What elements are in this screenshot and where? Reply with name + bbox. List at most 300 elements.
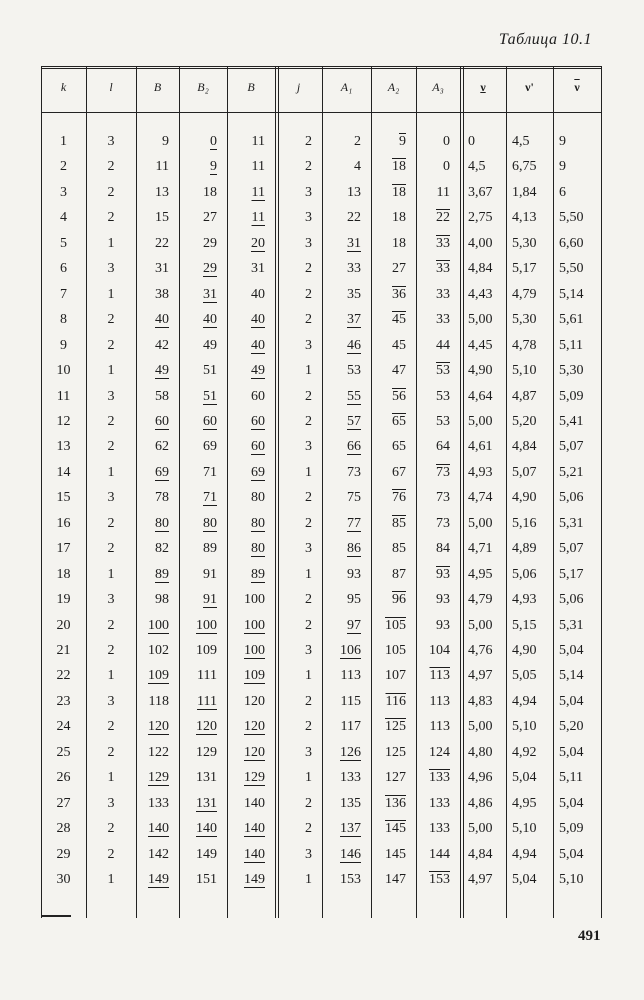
table-cell — [322, 538, 361, 560]
table-cell — [322, 411, 361, 433]
cell-value: 65 — [392, 413, 406, 429]
cell-value: 53 — [436, 413, 450, 429]
cell-value: 100 — [244, 643, 265, 658]
table-cell — [136, 869, 169, 891]
table-cell — [468, 131, 506, 153]
cell-value: 2 — [107, 744, 115, 760]
table-cell — [468, 487, 506, 509]
table-cell — [371, 869, 406, 891]
table-cell — [559, 436, 599, 458]
cell-value: 62 — [155, 439, 169, 455]
table-cell — [468, 793, 506, 815]
cell-value: 4,95 — [468, 566, 493, 582]
cell-value: 100 — [148, 617, 169, 633]
cell-value: 4,93 — [512, 592, 537, 608]
cell-value: 6 — [559, 184, 566, 200]
page-number: 491 — [578, 928, 601, 944]
table-cell — [227, 615, 265, 637]
cell-value: 4,43 — [468, 286, 493, 302]
table-cell — [371, 538, 406, 560]
cell-value: 2 — [305, 490, 312, 506]
cell-value: 12 — [56, 413, 71, 429]
cell-value: 113 — [429, 693, 450, 709]
cell-value: 5,10 — [512, 821, 537, 837]
cell-value: 4,93 — [468, 464, 493, 480]
cell-value: 11 — [436, 184, 450, 200]
table-cell — [416, 182, 450, 204]
column-rule — [506, 66, 507, 918]
cell-value: 145 — [385, 821, 406, 837]
column-header: k — [60, 80, 67, 94]
table-cell — [512, 436, 551, 458]
table-cell — [275, 615, 312, 637]
table-cell — [371, 513, 406, 535]
cell-value: 111 — [197, 668, 217, 684]
table-cell — [275, 360, 312, 382]
cell-value: 4,74 — [468, 490, 493, 506]
cell-value: 5,50 — [559, 261, 584, 277]
table-cell — [275, 487, 312, 509]
cell-value: 2 — [107, 439, 115, 455]
table-cell — [371, 716, 406, 738]
cell-value: 22 — [56, 668, 71, 684]
table-cell — [371, 462, 406, 484]
table-cell — [136, 156, 169, 178]
cell-value: 84 — [436, 541, 450, 557]
table-cell — [227, 335, 265, 357]
table-cell — [179, 156, 217, 178]
cell-value: 5,04 — [559, 643, 584, 658]
table-cell — [322, 207, 361, 229]
cell-value: 9 — [210, 159, 217, 175]
cell-value: 133 — [148, 795, 169, 811]
cell-value: 1,84 — [512, 184, 537, 200]
cell-value: 36 — [392, 286, 406, 302]
table-cell — [322, 793, 361, 815]
cell-value: 5,10 — [559, 872, 584, 888]
table-cell — [136, 513, 169, 535]
cell-value: 1 — [107, 566, 115, 582]
table-cell — [86, 284, 136, 306]
cell-value: 4,87 — [512, 388, 537, 404]
table-cell — [468, 360, 506, 382]
cell-value: 2 — [107, 159, 115, 175]
cell-value: 5,61 — [559, 312, 584, 328]
table-cell — [227, 665, 265, 687]
table-cell — [512, 844, 551, 866]
table-cell — [41, 538, 86, 560]
cell-value: 33 — [436, 261, 450, 277]
cell-value: 37 — [347, 312, 361, 328]
cell-value: 73 — [436, 464, 450, 480]
cell-value: 4,90 — [512, 643, 537, 658]
cell-value: 11 — [251, 159, 265, 175]
table-cell — [322, 131, 361, 153]
cell-value: 40 — [251, 337, 265, 353]
cell-value: 76 — [392, 490, 406, 506]
table-cell — [416, 411, 450, 433]
table-cell — [468, 258, 506, 280]
table-cell — [416, 462, 450, 484]
cell-value: 33 — [436, 235, 450, 251]
table-cell — [559, 411, 599, 433]
cell-value: 4,86 — [468, 795, 493, 811]
cell-value: 77 — [347, 515, 361, 531]
cell-value: 106 — [340, 643, 361, 658]
table-cell — [86, 513, 136, 535]
table-cell — [416, 869, 450, 891]
data-table — [41, 66, 601, 918]
cell-value: 1 — [305, 668, 312, 684]
cell-value: 11 — [155, 159, 169, 175]
table-cell — [512, 513, 551, 535]
cell-value: 153 — [429, 872, 450, 888]
table-cell — [559, 615, 599, 637]
table-cell — [559, 284, 599, 306]
cell-value: 127 — [385, 770, 406, 786]
cell-value: 28 — [56, 821, 71, 837]
cell-value: 15 — [155, 210, 169, 226]
cell-value: 97 — [347, 617, 361, 633]
table-cell — [371, 793, 406, 815]
table-cell — [41, 665, 86, 687]
cell-value: 102 — [148, 643, 169, 658]
cell-value: 78 — [155, 490, 169, 506]
cell-value: 60 — [203, 413, 217, 429]
table-cell — [86, 386, 136, 408]
cell-value: 116 — [385, 693, 406, 709]
table-cell — [136, 640, 169, 662]
table-cell — [416, 716, 450, 738]
cell-value: 133 — [429, 770, 450, 786]
cell-value: 2 — [107, 312, 115, 328]
cell-value: 1 — [107, 872, 115, 888]
table-cell — [468, 538, 506, 560]
table-cell — [179, 258, 217, 280]
table-cell — [227, 309, 265, 331]
table-cell — [322, 716, 361, 738]
table-cell — [179, 691, 217, 713]
table-cell — [559, 640, 599, 662]
cell-value: 49 — [155, 363, 169, 379]
cell-value: 5,04 — [559, 846, 584, 862]
cell-value: 5,00 — [468, 312, 493, 328]
cell-value: 3 — [107, 134, 115, 149]
table-cell — [416, 258, 450, 280]
table-cell — [275, 818, 312, 840]
table-cell — [371, 207, 406, 229]
table-cell — [41, 284, 86, 306]
table-cell — [227, 742, 265, 764]
table-cell — [371, 589, 406, 611]
cell-value: 30 — [56, 872, 71, 888]
table-cell — [416, 691, 450, 713]
table-cell — [371, 487, 406, 509]
cell-value: 115 — [340, 693, 361, 709]
table-cell — [227, 513, 265, 535]
table-cell — [468, 207, 506, 229]
cell-value: 5,07 — [559, 439, 584, 455]
table-cell — [416, 487, 450, 509]
table-cell — [322, 335, 361, 357]
cell-value: 73 — [436, 515, 450, 531]
table-cell — [559, 131, 599, 153]
table-cell — [322, 615, 361, 637]
cell-value: 2 — [107, 643, 115, 658]
table-cell — [416, 335, 450, 357]
cell-value: 149 — [148, 872, 169, 888]
cell-value: 131 — [196, 795, 217, 811]
table-cell — [227, 182, 265, 204]
cell-value: 18 — [203, 184, 217, 200]
table-cell — [416, 436, 450, 458]
table-cell — [468, 233, 506, 255]
table-cell — [136, 131, 169, 153]
table-cell — [227, 691, 265, 713]
table-cell — [559, 258, 599, 280]
cell-value: 5,30 — [559, 363, 584, 379]
table-cell — [416, 284, 450, 306]
table-cell — [512, 386, 551, 408]
cell-value: 53 — [436, 363, 450, 379]
table-cell — [512, 131, 551, 153]
table-cell — [86, 869, 136, 891]
column-header: j — [296, 80, 301, 94]
cell-value: 5,17 — [559, 566, 584, 582]
cell-value: 1 — [60, 134, 67, 149]
table-cell — [275, 869, 312, 891]
table-cell — [416, 564, 450, 586]
table-cell — [468, 615, 506, 637]
table-cell — [512, 335, 551, 357]
cell-value: 71 — [203, 490, 217, 506]
table-cell — [227, 487, 265, 509]
cell-value: 2 — [305, 388, 312, 404]
cell-value: 1 — [107, 235, 115, 251]
cell-value: 100 — [196, 617, 217, 633]
cell-value: 11 — [251, 134, 265, 149]
cell-value: 85 — [392, 515, 406, 531]
table-cell — [322, 182, 361, 204]
cell-value: 6,75 — [512, 159, 537, 175]
cell-value: 3 — [305, 235, 312, 251]
cell-value: 107 — [385, 668, 406, 684]
cell-value: 89 — [155, 566, 169, 582]
table-cell — [416, 156, 450, 178]
table-cell — [136, 233, 169, 255]
cell-value: 4,71 — [468, 541, 493, 557]
table-cell — [416, 513, 450, 535]
table-cell — [136, 258, 169, 280]
table-cell — [136, 844, 169, 866]
cell-value: 5,15 — [512, 617, 537, 633]
cell-value: 4,64 — [468, 388, 493, 404]
cell-value: 4,84 — [468, 261, 493, 277]
cell-value: 3 — [107, 388, 115, 404]
cell-value: 104 — [429, 643, 450, 658]
table-cell — [41, 716, 86, 738]
table-cell — [86, 844, 136, 866]
table-cell — [136, 207, 169, 229]
table-cell — [322, 309, 361, 331]
table-cell — [227, 131, 265, 153]
table-cell — [41, 411, 86, 433]
table-cell — [468, 844, 506, 866]
cell-value: 5,05 — [512, 668, 537, 684]
cell-value: 27 — [203, 210, 217, 226]
cell-value: 69 — [203, 439, 217, 455]
table-cell — [468, 182, 506, 204]
table-cell — [86, 564, 136, 586]
table-cell — [371, 844, 406, 866]
cell-value: 17 — [56, 541, 71, 557]
cell-value: 82 — [155, 541, 169, 557]
cell-value: 4,96 — [468, 770, 493, 786]
cell-value: 9 — [162, 134, 169, 149]
table-cell — [322, 284, 361, 306]
cell-value: 5,31 — [559, 617, 584, 633]
table-cell — [275, 207, 312, 229]
cell-value: 142 — [148, 846, 169, 862]
cell-value: 2 — [305, 312, 312, 328]
cell-value: 4,13 — [512, 210, 537, 226]
cell-value: 5,41 — [559, 413, 584, 429]
table-cell — [371, 640, 406, 662]
table-cell — [86, 360, 136, 382]
table-cell — [227, 156, 265, 178]
cell-value: 149 — [196, 846, 217, 862]
cell-value: 120 — [244, 719, 265, 735]
table-cell — [86, 436, 136, 458]
cell-value: 109 — [148, 668, 169, 684]
cell-value: 1 — [107, 286, 115, 302]
cell-value: 1 — [305, 464, 312, 480]
cell-value: 49 — [203, 337, 217, 353]
cell-value: 25 — [56, 744, 71, 760]
cell-value: 13 — [155, 184, 169, 200]
column-rule — [601, 66, 602, 918]
table-cell — [275, 258, 312, 280]
table-cell — [468, 742, 506, 764]
table-cell — [179, 538, 217, 560]
cell-value: 140 — [148, 821, 169, 837]
table-cell — [416, 360, 450, 382]
table-cell — [275, 564, 312, 586]
cell-value: 1 — [305, 770, 312, 786]
cell-value: 5,21 — [559, 464, 584, 480]
cell-value: 3 — [107, 693, 115, 709]
table-cell — [227, 258, 265, 280]
table-cell — [86, 335, 136, 357]
cell-value: 44 — [436, 337, 450, 353]
table-cell — [468, 818, 506, 840]
cell-value: 133 — [429, 795, 450, 811]
table-cell — [322, 818, 361, 840]
cell-value: 3 — [305, 184, 312, 200]
table-cell — [416, 131, 450, 153]
table-cell — [86, 742, 136, 764]
cell-value: 31 — [251, 261, 265, 277]
table-cell — [416, 615, 450, 637]
table-cell — [371, 411, 406, 433]
table-cell — [179, 818, 217, 840]
cell-value: 4 — [354, 159, 361, 175]
table-cell — [179, 207, 217, 229]
table-cell — [322, 386, 361, 408]
table-cell — [179, 869, 217, 891]
table-cell — [41, 207, 86, 229]
table-cell — [416, 309, 450, 331]
cell-value: 40 — [251, 312, 265, 328]
cell-value: 20 — [251, 235, 265, 251]
table-cell — [371, 131, 406, 153]
table-cell — [468, 436, 506, 458]
cell-value: 2 — [305, 413, 312, 429]
table-cell — [136, 462, 169, 484]
cell-value: 23 — [56, 693, 71, 709]
cell-value: 3 — [107, 592, 115, 608]
cell-value: 5,16 — [512, 515, 537, 531]
table-cell — [179, 640, 217, 662]
cell-value: 2 — [107, 617, 115, 633]
cell-value: 33 — [347, 261, 361, 277]
table-cell — [227, 386, 265, 408]
table-cell — [179, 386, 217, 408]
cell-value: 2 — [107, 719, 115, 735]
column-rule — [553, 66, 554, 918]
table-cell — [227, 564, 265, 586]
cell-value: 2 — [305, 795, 312, 811]
cell-value: 5 — [60, 235, 67, 251]
table-cell — [136, 182, 169, 204]
table-cell — [275, 844, 312, 866]
cell-value: 4,89 — [512, 541, 537, 557]
table-cell — [179, 793, 217, 815]
table-cell — [275, 793, 312, 815]
table-cell — [275, 131, 312, 153]
table-cell — [136, 665, 169, 687]
cell-value: 16 — [56, 515, 71, 531]
cell-value: 2 — [305, 592, 312, 608]
table-cell — [86, 258, 136, 280]
cell-value: 149 — [244, 872, 265, 888]
table-cell — [227, 589, 265, 611]
table-cell — [416, 793, 450, 815]
table-cell — [86, 615, 136, 637]
cell-value: 89 — [251, 566, 265, 582]
cell-value: 2 — [107, 337, 115, 353]
cell-value: 80 — [203, 515, 217, 531]
table-cell — [512, 793, 551, 815]
cell-value: 60 — [251, 388, 265, 404]
table-cell — [179, 742, 217, 764]
table-cell — [468, 513, 506, 535]
cell-value: 5,04 — [512, 770, 537, 786]
column-header: A₃ — [432, 80, 444, 94]
table-cell — [275, 309, 312, 331]
cell-value: 87 — [392, 566, 406, 582]
cell-value: 60 — [155, 413, 169, 429]
table-cell — [41, 818, 86, 840]
cell-value: 2 — [305, 159, 312, 175]
cell-value: 51 — [203, 388, 217, 404]
table-cell — [275, 767, 312, 789]
table-cell — [227, 436, 265, 458]
table-cell — [86, 233, 136, 255]
table-cell — [86, 793, 136, 815]
cell-value: 3 — [305, 210, 312, 226]
cell-value: 40 — [203, 312, 217, 328]
